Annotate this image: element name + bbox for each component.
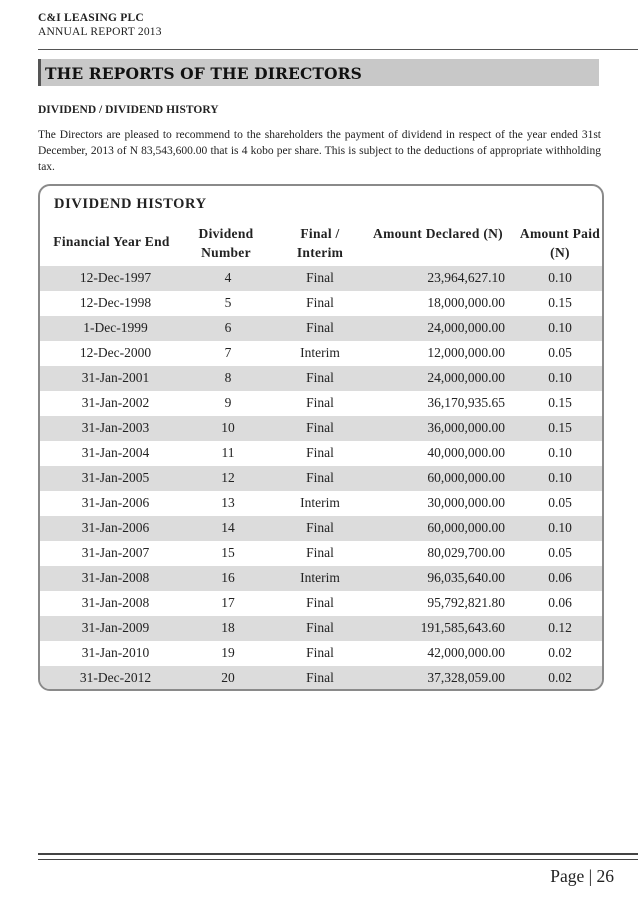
header-financial-year-end: Financial Year End: [53, 234, 170, 249]
cell-amount-declared: 24,000,000.00: [427, 320, 505, 335]
cell-dividend-number: 8: [224, 370, 232, 385]
cell-dividend-number: 16: [221, 570, 235, 585]
table-row: [40, 441, 602, 466]
table-row: [40, 266, 602, 291]
cell-final-interim: Interim: [300, 495, 340, 510]
table-row: [40, 591, 602, 616]
document-header: [38, 12, 162, 38]
section-title: THE REPORTS OF THE DIRECTORS: [45, 64, 362, 83]
cell-financial-year-end: 12-Dec-1997: [79, 270, 152, 285]
intro-paragraph: The Directors are pleased to recommend to the shareholders the payment of dividend in respect of the year ended 31st December, 2013 of N 83,543,600.00 that is 4 kobo per share. This is subject to the deductions of appropriate withholding tax.: [38, 129, 601, 173]
cell-amount-declared: 96,035,640.00: [427, 570, 505, 585]
table-row: [40, 566, 602, 591]
cell-amount-paid: 0.10: [548, 270, 572, 285]
cell-dividend-number: 15: [221, 545, 235, 560]
table-title: DIVIDEND HISTORY: [54, 196, 207, 212]
cell-final-interim: Final: [306, 295, 334, 310]
page-number: Page | 26: [550, 866, 614, 886]
table-header-row: [40, 219, 602, 269]
header-dividend-number: Dividend Number: [198, 226, 254, 260]
cell-amount-declared: 191,585,643.60: [420, 620, 505, 635]
cell-amount-declared: 23,964,627.10: [427, 270, 505, 285]
cell-amount-declared: 30,000,000.00: [427, 495, 505, 510]
cell-dividend-number: 10: [221, 420, 235, 435]
cell-dividend-number: 11: [221, 445, 235, 460]
cell-amount-paid: 0.10: [548, 520, 572, 535]
header-amount-declared: Amount Declared (N): [373, 226, 503, 241]
cell-amount-declared: 80,029,700.00: [427, 545, 505, 560]
cell-dividend-number: 5: [224, 295, 232, 310]
table-row: [40, 316, 602, 341]
cell-financial-year-end: 31-Jan-2006: [81, 495, 150, 510]
table-row: [40, 666, 602, 691]
footer-divider: [38, 853, 638, 855]
cell-dividend-number: 20: [221, 670, 235, 685]
cell-financial-year-end: 31-Jan-2008: [81, 595, 150, 610]
cell-final-interim: Final: [306, 270, 334, 285]
cell-amount-paid: 0.10: [548, 470, 572, 485]
cell-dividend-number: 4: [224, 270, 232, 285]
cell-amount-paid: 0.06: [548, 595, 572, 610]
table-row: [40, 516, 602, 541]
cell-dividend-number: 12: [221, 470, 235, 485]
cell-financial-year-end: 31-Jan-2003: [81, 420, 150, 435]
cell-final-interim: Interim: [300, 345, 340, 360]
cell-final-interim: Final: [306, 470, 334, 485]
footer-divider-thin: [38, 859, 638, 860]
cell-amount-paid: 0.15: [548, 295, 572, 310]
cell-final-interim: Interim: [300, 570, 340, 585]
table-row: [40, 491, 602, 516]
header-amount-paid: Amount Paid (N): [519, 226, 601, 260]
cell-financial-year-end: 31-Jan-2007: [81, 545, 150, 560]
cell-amount-declared: 37,328,059.00: [427, 670, 505, 685]
cell-amount-declared: 24,000,000.00: [427, 370, 505, 385]
cell-final-interim: Final: [306, 670, 334, 685]
cell-amount-declared: 18,000,000.00: [427, 295, 505, 310]
cell-amount-paid: 0.15: [548, 420, 572, 435]
cell-amount-paid: 0.02: [548, 645, 572, 660]
cell-amount-declared: 36,170,935.65: [427, 395, 505, 410]
cell-financial-year-end: 31-Dec-2012: [79, 670, 152, 685]
cell-final-interim: Final: [306, 420, 334, 435]
dividend-history-table: [38, 184, 604, 691]
cell-financial-year-end: 31-Jan-2005: [81, 470, 150, 485]
cell-financial-year-end: 12-Dec-1998: [79, 295, 152, 310]
cell-amount-paid: 0.12: [548, 620, 572, 635]
cell-final-interim: Final: [306, 395, 334, 410]
cell-dividend-number: 19: [221, 645, 235, 660]
cell-amount-paid: 0.06: [548, 570, 572, 585]
cell-amount-declared: 60,000,000.00: [427, 470, 505, 485]
cell-financial-year-end: 31-Jan-2002: [81, 395, 150, 410]
cell-final-interim: Final: [306, 445, 334, 460]
cell-amount-paid: 0.10: [548, 445, 572, 460]
report-title: ANNUAL REPORT 2013: [38, 26, 162, 38]
cell-final-interim: Final: [306, 645, 334, 660]
cell-final-interim: Final: [306, 370, 334, 385]
header-divider: [38, 49, 638, 50]
section-banner: [38, 59, 599, 86]
header-final-interim: Final / Interim: [296, 226, 344, 260]
subheading: DIVIDEND / DIVIDEND HISTORY: [38, 104, 219, 116]
cell-amount-paid: 0.15: [548, 395, 572, 410]
cell-dividend-number: 9: [224, 395, 232, 410]
cell-amount-declared: 42,000,000.00: [427, 645, 505, 660]
cell-dividend-number: 7: [224, 345, 232, 360]
cell-financial-year-end: 31-Jan-2010: [81, 645, 150, 660]
table-row: [40, 391, 602, 416]
table-row: [40, 641, 602, 666]
table-row: [40, 616, 602, 641]
company-name: C&I LEASING PLC: [38, 12, 144, 24]
table-row: [40, 341, 602, 366]
cell-amount-paid: 0.10: [548, 370, 572, 385]
cell-financial-year-end: 31-Jan-2004: [81, 445, 150, 460]
cell-final-interim: Final: [306, 545, 334, 560]
cell-financial-year-end: 31-Jan-2001: [81, 370, 150, 385]
cell-amount-declared: 12,000,000.00: [427, 345, 505, 360]
cell-final-interim: Final: [306, 320, 334, 335]
cell-final-interim: Final: [306, 620, 334, 635]
table-row: [40, 416, 602, 441]
cell-amount-paid: 0.05: [548, 345, 572, 360]
cell-dividend-number: 17: [221, 595, 235, 610]
cell-amount-paid: 0.05: [548, 495, 572, 510]
cell-dividend-number: 14: [221, 520, 235, 535]
cell-financial-year-end: 1-Dec-1999: [83, 320, 148, 335]
cell-financial-year-end: 31-Jan-2006: [81, 520, 150, 535]
cell-amount-paid: 0.10: [548, 320, 572, 335]
cell-financial-year-end: 31-Jan-2009: [81, 620, 150, 635]
table-row: [40, 541, 602, 566]
table-row: [40, 366, 602, 391]
cell-amount-declared: 40,000,000.00: [427, 445, 505, 460]
cell-dividend-number: 13: [221, 495, 235, 510]
cell-amount-declared: 36,000,000.00: [427, 420, 505, 435]
table-body: [40, 266, 602, 691]
cell-dividend-number: 18: [221, 620, 235, 635]
table-row: [40, 466, 602, 491]
cell-amount-paid: 0.02: [548, 670, 572, 685]
cell-final-interim: Final: [306, 520, 334, 535]
cell-financial-year-end: 12-Dec-2000: [79, 345, 152, 360]
cell-amount-declared: 95,792,821.80: [427, 595, 505, 610]
cell-final-interim: Final: [306, 595, 334, 610]
cell-dividend-number: 6: [224, 320, 232, 335]
cell-amount-paid: 0.05: [548, 545, 572, 560]
cell-financial-year-end: 31-Jan-2008: [81, 570, 150, 585]
cell-amount-declared: 60,000,000.00: [427, 520, 505, 535]
table-row: [40, 291, 602, 316]
